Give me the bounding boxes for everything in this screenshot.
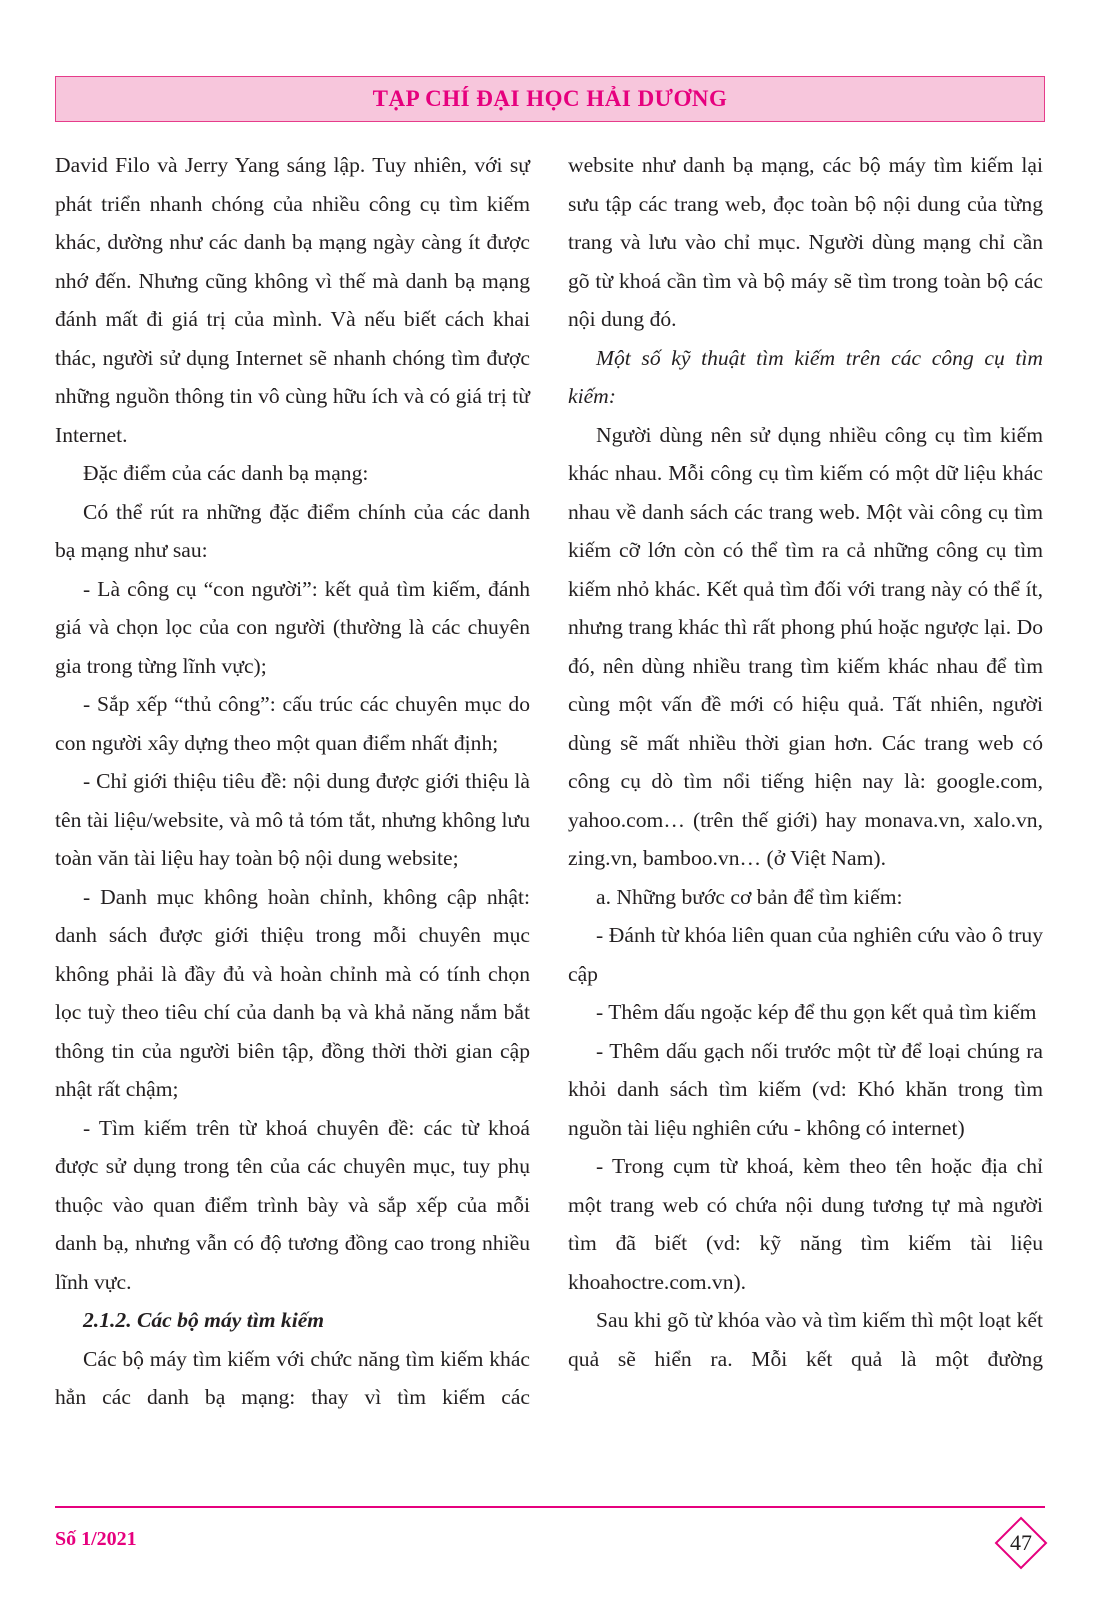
journal-title: TẠP CHÍ ĐẠI HỌC HẢI DƯƠNG [372, 86, 728, 111]
footer-rule [55, 1506, 1045, 1508]
paragraph: - Thêm dấu ngoặc kép để thu gọn kết quả tìm kiếm [596, 1000, 1037, 1024]
left-column [55, 146, 530, 1417]
paragraph: - Đánh từ khóa liên quan của nghiên cứu vào ô truy cập [568, 923, 1043, 986]
paragraph: - Danh mục không hoàn chỉnh, không cập nhật: danh sách được giới thiệu trong mỗi chuyên mục không phải là đầy đủ và hoàn chỉnh mà có tính chọn lọc tuỳ theo tiêu chí của danh bạ và khả năng nắm bắt thông tin của người biên tập, đồng thời thời gian cập nhật rất chậm; [55, 884, 530, 1101]
journal-header-band [55, 76, 1045, 122]
paragraph: - Chỉ giới thiệu tiêu đề: nội dung được giới thiệu là tên tài liệu/website, và mô tả tóm tắt, nhưng không lưu toàn văn tài liệu hay toàn bộ nội dung website; [55, 769, 530, 870]
paragraph: - Thêm dấu gạch nối trước một từ để loại chúng ra khỏi danh sách tìm kiếm (vd: Khó khăn trong tìm nguồn tài liệu nghiên cứu - không có internet) [568, 1038, 1043, 1140]
subheading: Một số kỹ thuật tìm kiếm trên các công cụ tìm kiếm: [568, 345, 1043, 408]
page-number: 47 [1010, 1530, 1032, 1555]
right-column [568, 146, 1043, 1378]
paragraph: - Tìm kiếm trên từ khoá chuyên đề: các từ khoá được sử dụng trong tên của các chuyên mục, tuy phụ thuộc vào quan điểm trình bày và sắp xếp của mỗi danh bạ, nhưng vẫn có độ tương đồng cao trong nhiều lĩnh vực. [55, 1115, 530, 1294]
issue-label: Số 1/2021 [55, 1528, 137, 1550]
paragraph: - Là công cụ “con người”: kết quả tìm kiếm, đánh giá và chọn lọc của con người (thường là các chuyên gia trong từng lĩnh vực); [55, 576, 530, 678]
section-heading: 2.1.2. Các bộ máy tìm kiếm [83, 1308, 325, 1332]
paragraph: a. Những bước cơ bản để tìm kiếm: [596, 884, 903, 909]
paragraph: Sau khi gõ từ khóa vào và tìm kiếm thì một loạt kết quả sẽ hiển ra. Mỗi kết quả là một đường [568, 1308, 1043, 1371]
paragraph: Các bộ máy tìm kiếm với chức năng tìm kiếm khác hẳn các danh bạ mạng: thay vì tìm kiếm các [55, 1346, 530, 1409]
paragraph: - Sắp xếp “thủ công”: cấu trúc các chuyên mục do con người xây dựng theo một quan điểm nhất định; [55, 692, 530, 755]
paragraph: website như danh bạ mạng, các bộ máy tìm kiếm lại sưu tập các trang web, đọc toàn bộ nội dung của từng trang và lưu vào chỉ mục. Người dùng mạng chỉ cần gõ từ khoá cần tìm và bộ máy sẽ tìm trong toàn bộ các nội dung đó. [568, 153, 1043, 331]
paragraph: Đặc điểm của các danh bạ mạng: [83, 461, 369, 485]
paragraph: David Filo và Jerry Yang sáng lập. Tuy nhiên, với sự phát triển nhanh chóng của nhiều công cụ tìm kiếm khác, dường như các danh bạ mạng ngày càng ít được nhớ đến. Nhưng cũng không vì thế mà danh bạ mạng đánh mất đi giá trị của mình. Và nếu biết cách khai thác, người sử dụng Internet sẽ nhanh chóng tìm được những nguồn thông tin vô cùng hữu ích và có giá trị từ Internet. [55, 153, 530, 447]
paragraph: Có thể rút ra những đặc điểm chính của các danh bạ mạng như sau: [55, 499, 530, 562]
paragraph: - Trong cụm từ khoá, kèm theo tên hoặc địa chỉ một trang web có chứa nội dung tương tự mà người tìm đã biết (vd: kỹ năng tìm kiếm tài liệu khoahoctre.com.vn). [568, 1154, 1043, 1294]
paragraph: Người dùng nên sử dụng nhiều công cụ tìm kiếm khác nhau. Mỗi công cụ tìm kiếm có một dữ liệu khác nhau về danh sách các trang web. Một vài công cụ tìm kiếm cỡ lớn còn có thể tìm ra cả những công cụ tìm kiếm nhỏ khác. Kết quả tìm đối với trang này có thể ít, nhưng trang khác thì rất phong phú hoặc ngược lại. Do đó, nên dùng nhiều trang tìm kiếm khác nhau để tìm cùng một vấn đề mới có hiệu quả. Tất nhiên, người dùng sẽ mất nhiều thời gian hơn. Các trang web có công cụ dò tìm nổi tiếng hiện nay là: google.com, yahoo.com… (trên thế giới) hay monava.vn, xalo.vn, zing.vn, bamboo.vn… (ở Việt Nam). [568, 422, 1043, 870]
